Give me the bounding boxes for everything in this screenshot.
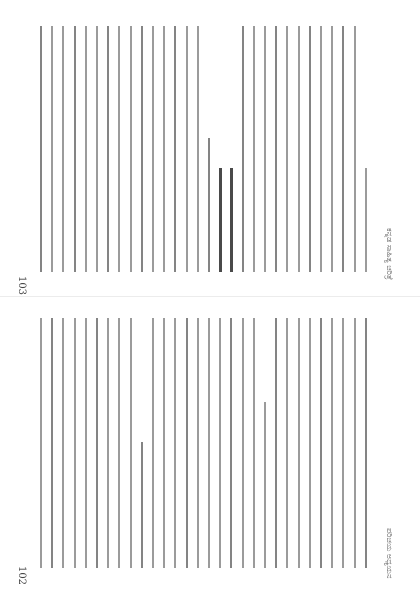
text-block-right [40, 18, 380, 280]
text-line [208, 318, 210, 568]
text-line [331, 26, 333, 272]
text-line [331, 318, 333, 568]
text-line [298, 318, 300, 568]
text-line [186, 318, 188, 568]
text-line [253, 26, 255, 272]
text-line [354, 26, 356, 272]
text-line [365, 168, 367, 272]
text-line [96, 26, 98, 272]
text-line [219, 318, 221, 568]
text-line [253, 318, 255, 568]
text-line [118, 26, 120, 272]
text-line [275, 26, 277, 272]
text-line [298, 26, 300, 272]
text-line [85, 26, 87, 272]
text-line [264, 26, 266, 272]
text-line [242, 318, 244, 568]
text-line [107, 26, 109, 272]
text-line [62, 318, 64, 568]
text-line [342, 318, 344, 568]
text-line [96, 318, 98, 568]
text-line [118, 318, 120, 568]
text-line [51, 318, 53, 568]
running-head-right: ಕನ್ನಡ ಸಾಹಿತ್ಯ ಚರಿತ್ರೆ [385, 228, 394, 280]
text-line [174, 318, 176, 568]
text-line [320, 318, 322, 568]
text-line [242, 26, 244, 272]
text-line [40, 318, 42, 568]
text-line [197, 26, 199, 272]
text-line [354, 318, 356, 568]
text-line [107, 318, 109, 568]
text-line [197, 318, 199, 568]
text-line [141, 442, 143, 568]
page-number-left: 102 [16, 565, 28, 586]
text-line [74, 318, 76, 568]
text-line [309, 26, 311, 272]
text-line [208, 138, 210, 272]
text-line [219, 168, 222, 272]
page-gutter [0, 296, 420, 297]
text-line [264, 402, 266, 568]
text-line [174, 26, 176, 272]
text-line [230, 168, 233, 272]
text-line [320, 26, 322, 272]
text-line [163, 26, 165, 272]
text-line [130, 318, 132, 568]
text-block-left [40, 312, 380, 574]
text-line [40, 26, 42, 272]
text-line [309, 318, 311, 568]
text-line [230, 318, 232, 568]
text-line [152, 318, 154, 568]
text-line [62, 26, 64, 272]
text-line [152, 26, 154, 272]
running-head-left: ಪರಿಚಯ ಅಧ್ಯಯನ [385, 528, 394, 579]
text-line [342, 26, 344, 272]
text-line [365, 318, 367, 568]
text-line [74, 26, 76, 272]
text-line [85, 318, 87, 568]
text-line [130, 26, 132, 272]
text-line [286, 318, 288, 568]
text-line [141, 26, 143, 272]
text-line [286, 26, 288, 272]
text-line [186, 26, 188, 272]
text-line [163, 318, 165, 568]
text-line [275, 318, 277, 568]
text-line [51, 26, 53, 272]
page-number-right: 103 [16, 275, 28, 296]
